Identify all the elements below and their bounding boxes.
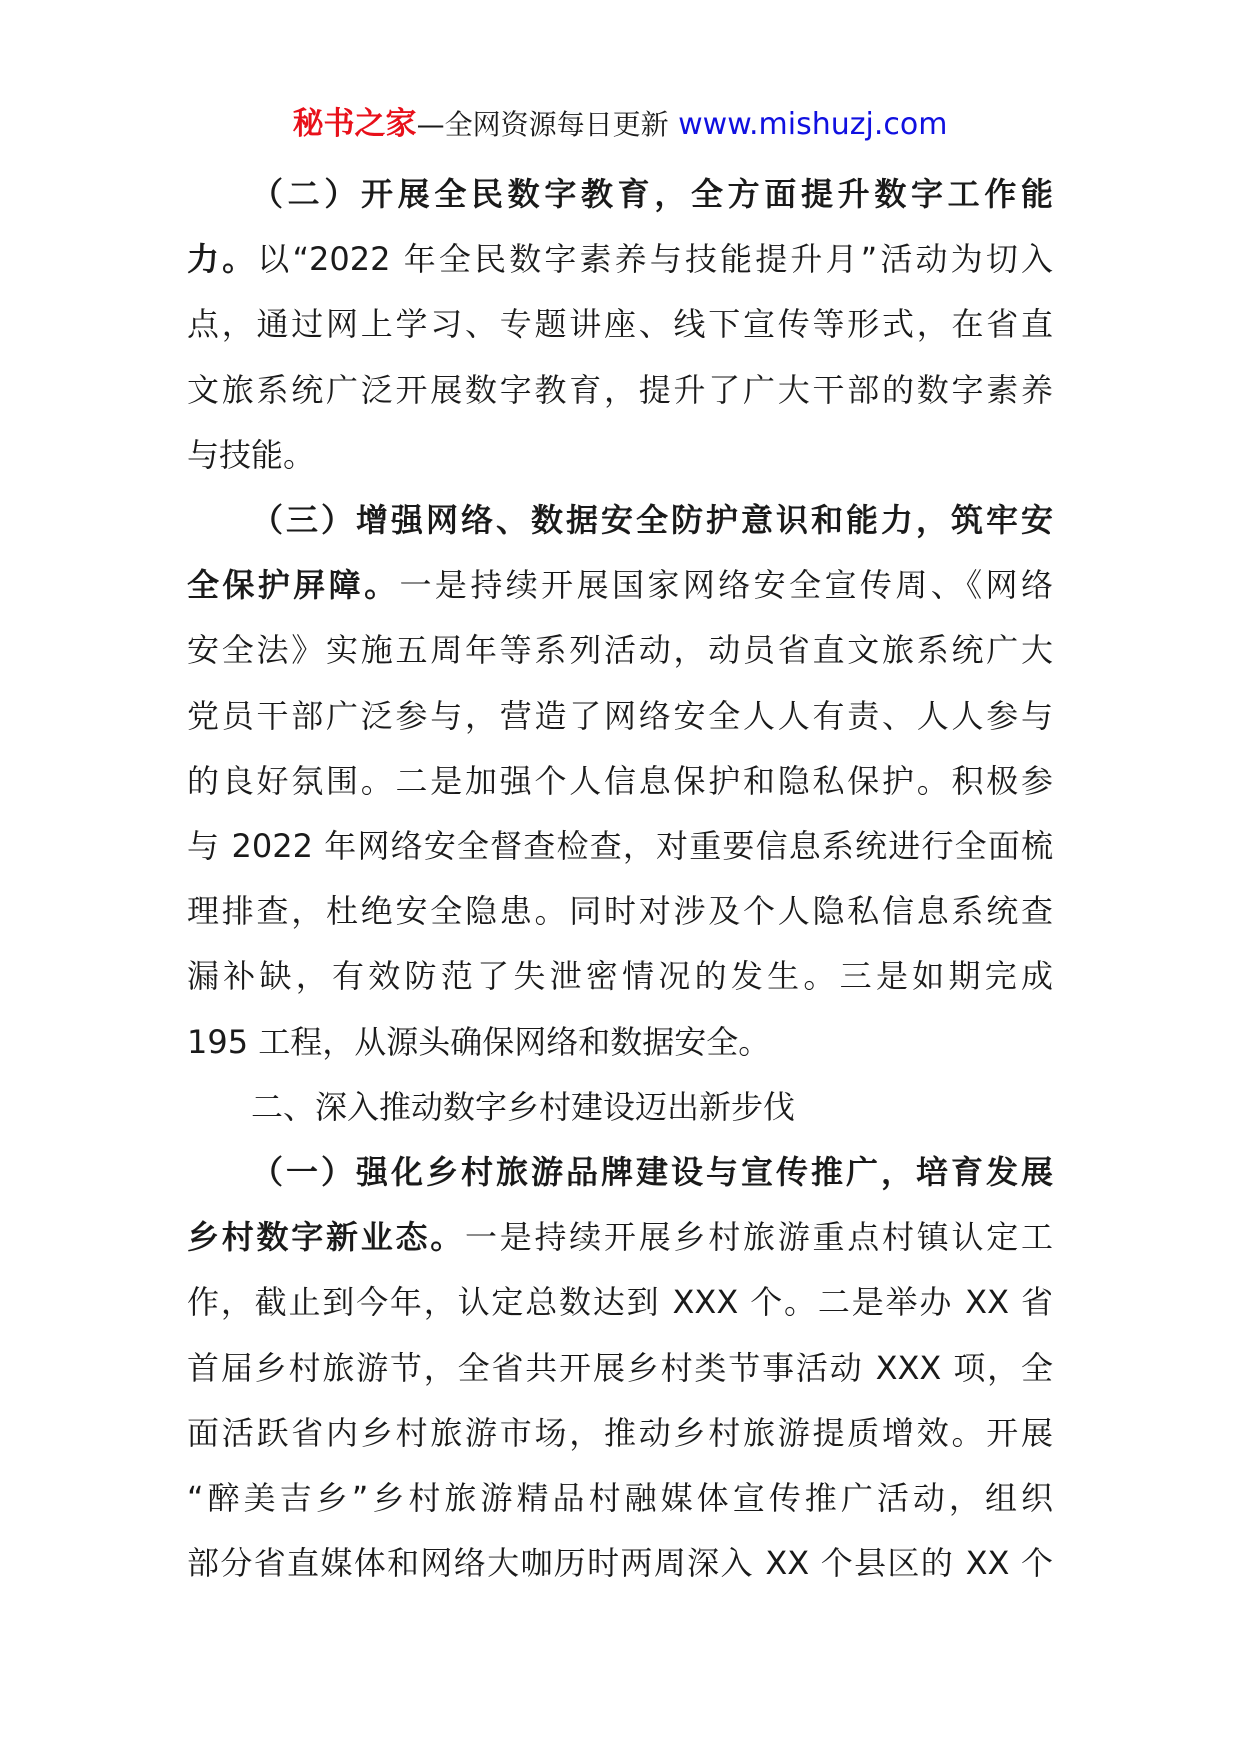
document-body [187, 162, 1053, 1596]
text-line: 195 工程，从源头确保网络和数据安全。 [187, 1022, 771, 1061]
section-heading: （一）强化乡村旅游品牌建设与宣传推广，培育发展 [251, 1153, 1053, 1192]
text-line: 面活跃省内乡村旅游市场，推动乡村旅游提质增效。开展 [187, 1413, 1053, 1452]
text-line: 与 2022 年网络安全督查检查，对重要信息系统进行全面梳 [187, 827, 1053, 866]
text-line: 点，通过网上学习、专题讲座、线下宣传等形式，在省直 [187, 305, 1053, 344]
text-line [187, 1205, 1053, 1270]
paragraph-digital-education [187, 162, 1053, 488]
site-url-link[interactable]: www.mishuzj.com [678, 107, 948, 142]
text-line: 文旅系统广泛开展数字教育，提升了广大干部的数字素养 [187, 370, 1053, 409]
body-text: 一是持续开展国家网络安全宣传周、《网络 [399, 566, 1053, 605]
paragraph-rural-tourism [187, 1140, 1053, 1596]
paragraph-network-security [187, 488, 1053, 1075]
text-line [187, 227, 1053, 292]
body-text: 一是持续开展乡村旅游重点村镇认定工 [465, 1218, 1053, 1257]
text-line: 与技能。 [187, 435, 316, 474]
text-line: 首届乡村旅游节，全省共开展乡村类节事活动 XXX 项，全 [187, 1348, 1053, 1387]
section-heading-rural [187, 1075, 1053, 1140]
header-tagline: —全网资源每日更新 [416, 108, 669, 141]
text-line: 漏补缺，有效防范了失泄密情况的发生。三是如期完成 [187, 957, 1053, 996]
text-line: 安全法》实施五周年等系列活动，动员省直文旅系统广大 [187, 631, 1053, 670]
text-line: 部分省直媒体和网络大咖历时两周深入 XX 个县区的 XX 个 [187, 1544, 1053, 1583]
section-heading: 全保护屏障。 [187, 566, 400, 605]
section-heading: 力。 [187, 240, 258, 279]
section-heading: （二）开展全民数字教育，全方面提升数字工作能 [251, 175, 1053, 213]
text-line: “醉美吉乡”乡村旅游精品村融媒体宣传推广活动，组织 [187, 1479, 1053, 1518]
text-line [187, 1140, 1053, 1205]
text-line: 作，截止到今年，认定总数达到 XXX 个。二是举办 XX 省 [187, 1283, 1053, 1322]
text-line: 二、深入推动数字乡村建设迈出新步伐 [251, 1087, 796, 1126]
text-line [187, 162, 1053, 227]
body-text: 以“2022 年全民数字素养与技能提升月”活动为切入 [257, 240, 1053, 279]
text-line: 的良好氛围。二是加强个人信息保护和隐私保护。积极参 [187, 761, 1053, 800]
text-line: 理排查，杜绝安全隐患。同时对涉及个人隐私信息系统查 [187, 892, 1053, 931]
text-line [187, 488, 1053, 553]
text-line [187, 553, 1053, 618]
section-heading: 乡村数字新业态。 [187, 1218, 465, 1257]
watermark-header [0, 104, 1240, 145]
section-heading: （三）增强网络、数据安全防护意识和能力，筑牢安 [251, 501, 1053, 540]
brand-name: 秘书之家 [292, 106, 417, 142]
text-line: 党员干部广泛参与，营造了网络安全人人有责、人人参与 [187, 696, 1053, 735]
